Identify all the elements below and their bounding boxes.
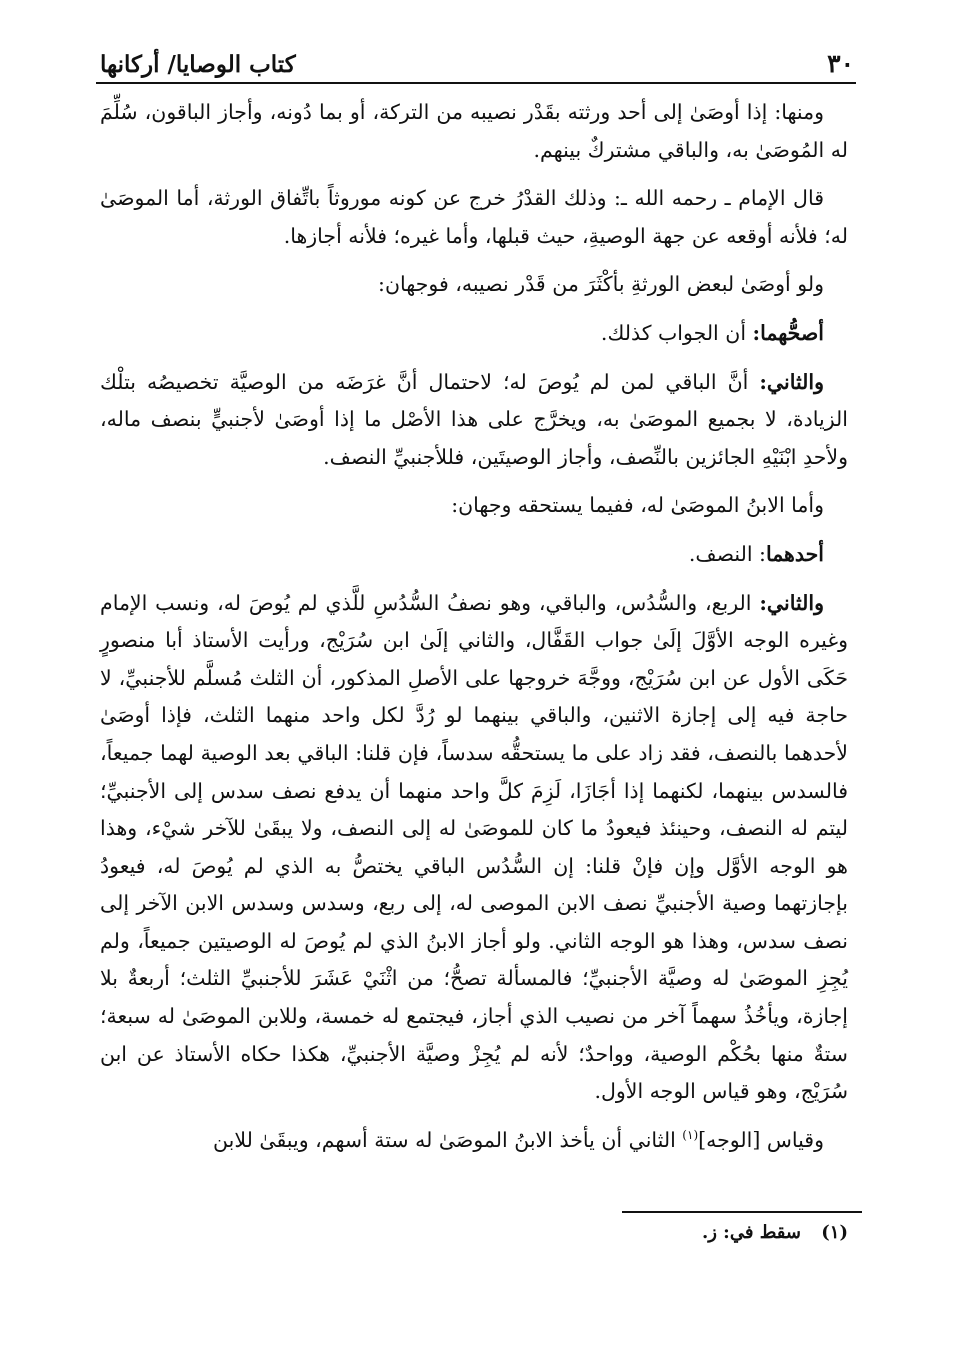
paragraph-7 <box>100 536 848 574</box>
paragraph-text: قال الإمام ـ رحمه الله ـ: وذلك القدْرُ خرج عن كونه موروثاً باتِّفاق الورثة، أما الموصَىٰ له؛ فلأنه أوقعه عن جهة الوصيةِ، حيث قبلها، وأما غيره؛ فلأنه أجازها. <box>100 186 848 248</box>
paragraph-lead: والثاني: <box>759 590 824 615</box>
footnote-number: (١) <box>821 1222 848 1243</box>
page-header <box>96 34 864 78</box>
paragraph-5 <box>100 364 848 477</box>
paragraph-3 <box>100 266 848 304</box>
paragraph-1 <box>100 94 848 169</box>
paragraph-6 <box>100 487 848 525</box>
paragraph-text: ومنها: إذا أوصَىٰ إلى أحد ورثته بقَدْر نصيبه من التركة، أو بما دُونه، وأجاز الباقون، سُلِّمَ له المُوصَىٰ به، والباقي مشتركٌ بينهم. <box>100 100 848 162</box>
page-number: ٣٠ <box>827 49 854 78</box>
paragraph-2 <box>100 180 848 255</box>
paragraph-text: وأما الابنُ الموصَىٰ له، ففيما يستحقه وجهان: <box>451 493 824 518</box>
paragraph-text: وقياس [الوجه] <box>698 1127 824 1152</box>
footnote-divider <box>622 1211 862 1213</box>
footnote-text: سقط في: ز. <box>701 1222 801 1243</box>
paragraph-lead: أصحُّهما: <box>752 320 824 345</box>
paragraph-lead: والثاني: <box>759 369 824 394</box>
paragraph-lead: أحدهما <box>765 541 824 566</box>
footnote <box>100 1218 848 1248</box>
paragraph-text: : النصف. <box>688 541 766 566</box>
paragraph-text: ولو أوصَىٰ لبعض الورثةِ بأكْثَرَ من قَدْر نصيبه، فوجهان: <box>378 272 824 297</box>
paragraph-text: أنَّ الباقي لمن لم يُوصَ له؛ لاحتمال أنَّ غرَضَه من الوصيَّة تخصيصُه بتلْك الزيادة، لا بجميع الموصَىٰ به، ويخرَّج على هذا الأصْل ما إذا أوصَىٰ لأجنبيٍّ بنصف ماله، ولأحدِ ابْنَيْهِ الجائزين بالنِّصف، وأجاز الوصيتَين، فللأجنبيِّ النصف. <box>100 369 848 469</box>
footnote-reference[interactable]: (١) <box>682 1128 699 1143</box>
paragraph-9 <box>100 1122 848 1160</box>
paragraph-text: الثاني أن يأخذ الابنُ الموصَىٰ له ستة أسهم، ويبقَىٰ للابن <box>213 1127 683 1152</box>
main-text <box>100 94 848 1170</box>
header-divider <box>96 82 856 84</box>
paragraph-text: الربع، والسُّدُس، والباقي، وهو نصفُ السُّدُسِ للَّذي لم يُوصَ له، ونسب الإمام وغيره الوجه الأوَّلَ إلَىٰ جواب القَفَّال، والثاني إلَىٰ ابن سُرَيْج، ورأيت الأستاذ أبا منصورٍ حَكَى الأول عن ابن سُرَيْج، ووجَّهَ خروجها على الأصلِ المذكور، أن الثلث مُسلَّم للأجنبيِّ، لا حاجة فيه إلى إجازة الاثنين، والباقي بينهما لو رُدَّ لكل واحد منهما الثلث، فإذا أوصَىٰ لأحدهما بالنصف، فقد زاد على ما يستحقُّه سدساً، فإن قلنا: الباقي بعد الوصية لهما جميعاً، فالسدس بينهما، لكنهما إذا أجَازَا، لَزِمَ كلَّ واحد منهما أن يدفع نصف سدس إلى الأجنبيِّ؛ ليتم له النصف، وحينئذ فيعودُ ما كان للموصَىٰ له إلى النصف، ولا يبقَىٰ للآخر شيْء، وهذا هو الوجه الأوَّل وإن فإنْ قلنا: إن السُّدُس الباقي يختصُّ به الذي لم يُوصَ له، فيعودُ بإجازتهما وصية الأجنبيِّ نصف الابن الموصى له، إلى ربع، وسدس وسدس الابن الآخر إلى نصف سدس، وهذا هو الوجه الثاني. ولو أجاز الابنُ الذي لم يُوصَ له الوصيتين جميعاً، ولم يُجِزِ الموصَىٰ له وصيَّة الأجنبيِّ؛ فالمسألة تصحُّ؛ من اثْنَيْ عَشَرَ للأجنبيِّ الثلث؛ أربعةٌ بلا إجازة، ويأخُذُ سهماً آخر من نصيب الذي أجاز، فيجتمع له خمسة، وللابن الموصَىٰ له سبعة؛ ستةٌ منها بحُكْم الوصية، وواحدٌ؛ لأنه لم يُجِزْ وصيَّة الأجنبيِّ، هكذا حكاه الأستاذ عن ابن سُرَيْج، وهو قياس الوجه الأول. <box>100 590 848 1104</box>
running-title: كتاب الوصايا/ أركانها <box>100 51 296 78</box>
paragraph-4 <box>100 315 848 353</box>
paragraph-8 <box>100 585 848 1111</box>
paragraph-text: أن الجواب كذلك. <box>600 320 753 345</box>
